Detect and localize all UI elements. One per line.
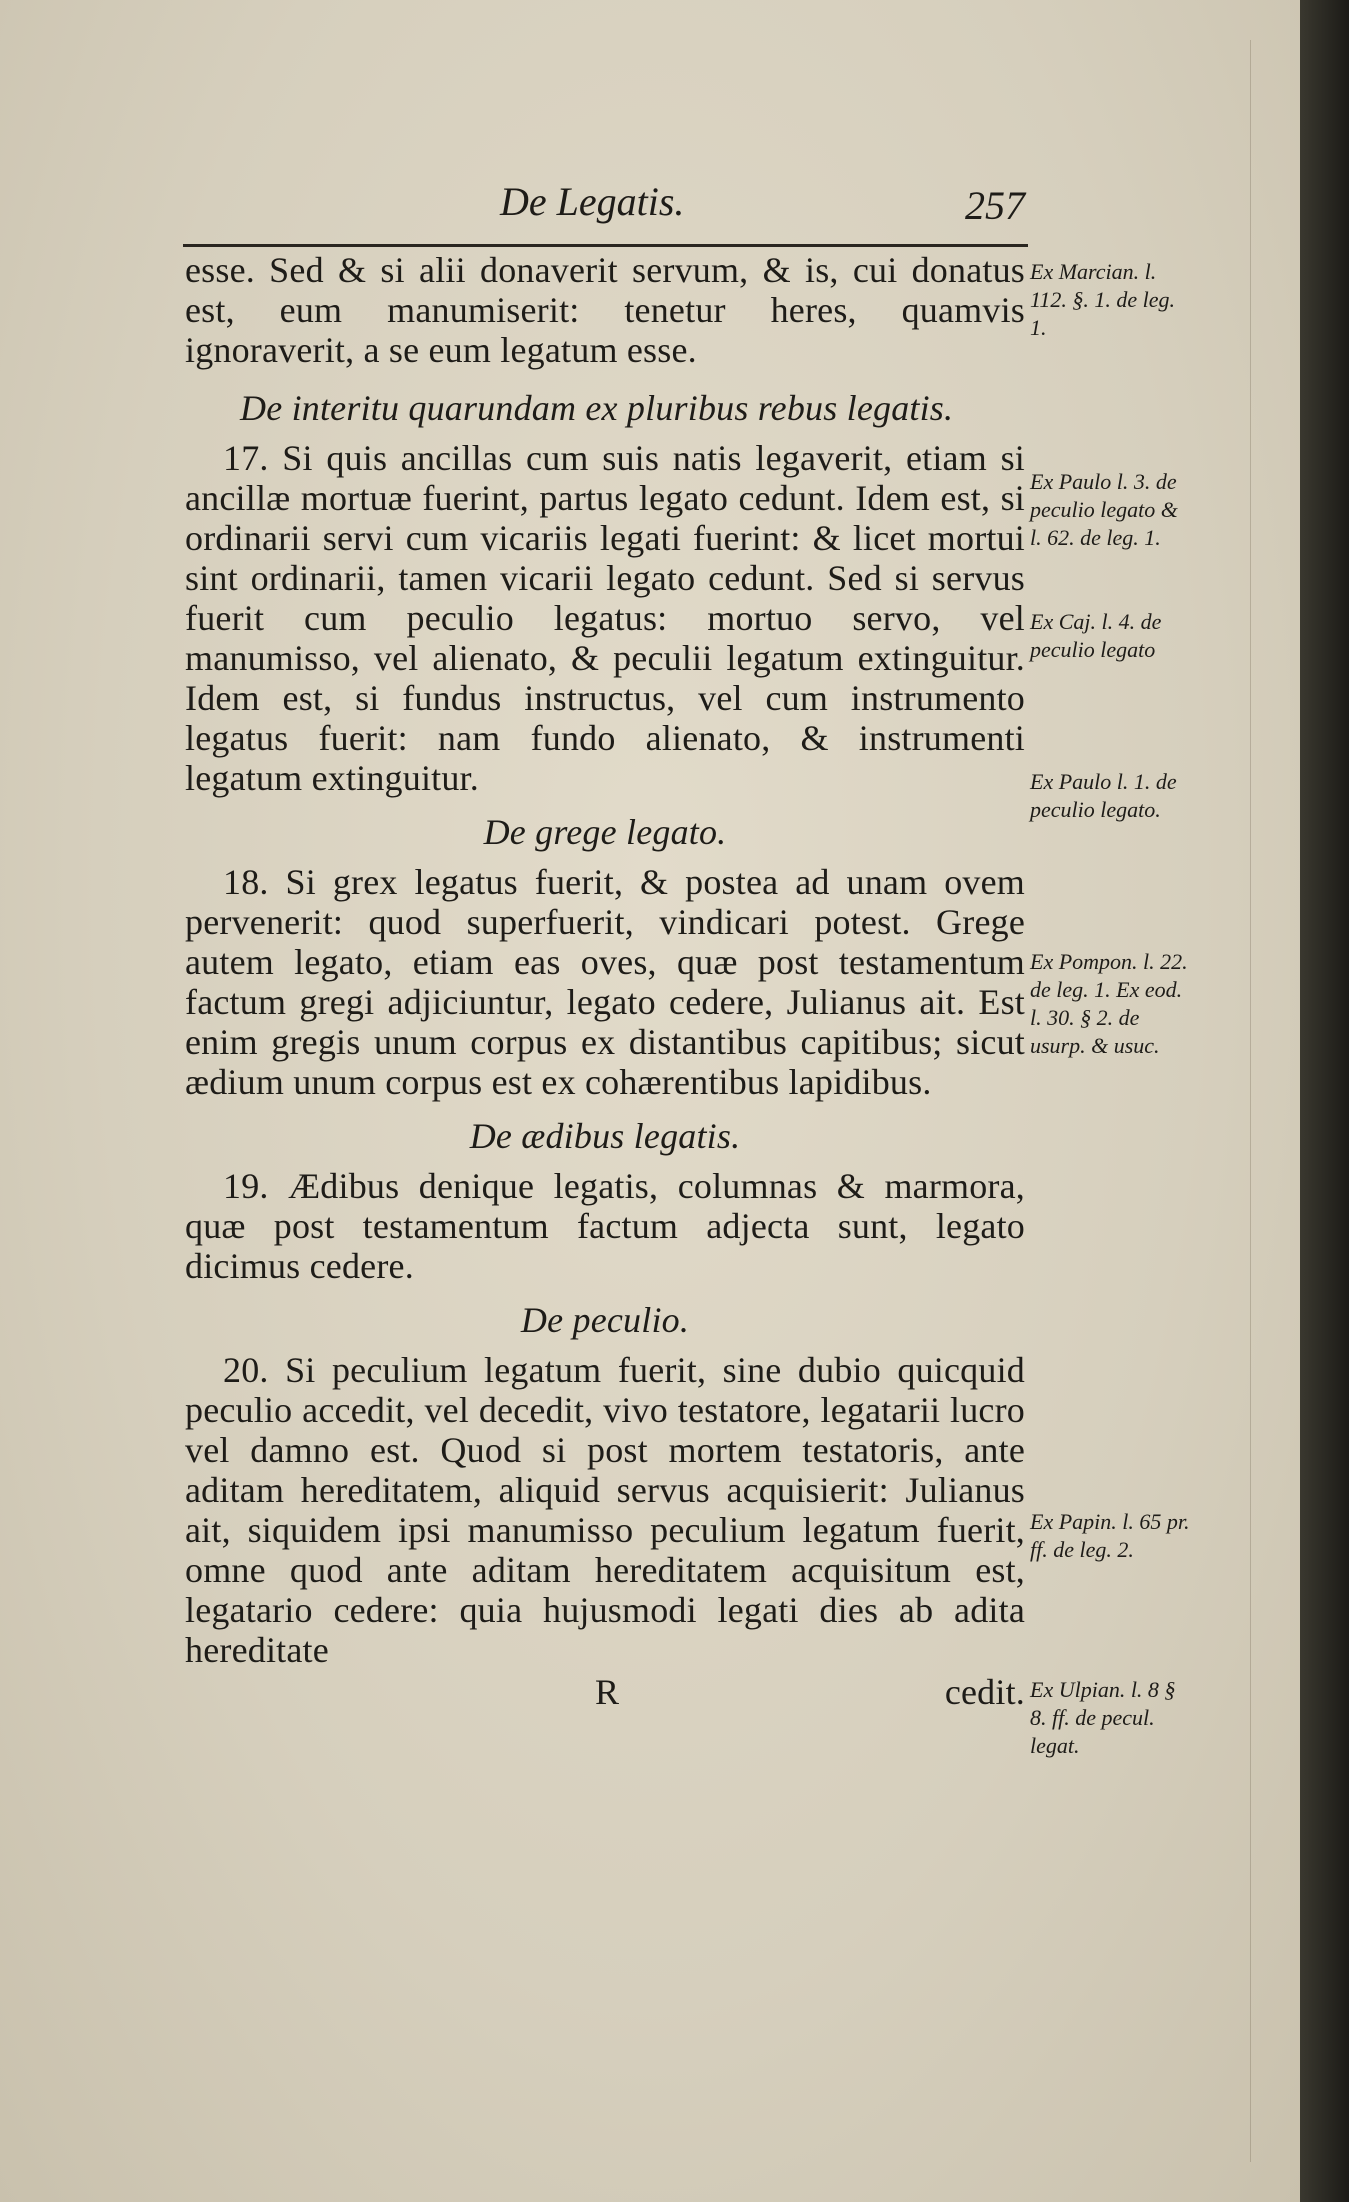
running-title: De Legatis. (500, 179, 685, 224)
page-fold-line (1250, 40, 1251, 2162)
marginal-note: Ex Ulpian. l. 8 § 8. ff. de pecul. legat. (1030, 1677, 1176, 1758)
section-heading-interitu: De interitu quarundam ex pluribus rebus legatis. (240, 388, 954, 428)
paragraph-20: 20. Si peculium legatum fuerit, sine dubio quicquid peculio accedit, vel decedit, vivo testatore, legatarii lucro vel damno est. Quod si post mortem testatoris, ante aditam hereditatem, aliquid servus acquisierit: Julianus ait, siquidem ipsi manumisso peculium legatum fuerit, omne quod ante aditam hereditatem acquisitum est, legatario cedere: quia hujusmodi legati dies ab adita hereditate (185, 1350, 1025, 1670)
section-heading-peculio: De peculio. (520, 1300, 690, 1340)
scan-background-edge (1300, 0, 1349, 2202)
marginal-note: Ex Pompon. l. 22. de leg. 1. Ex eod. l. 30. § 2. de usurp. & usuc. (1030, 949, 1188, 1058)
marginal-note: Ex Marcian. l. 112. §. 1. de leg. 1. (1030, 259, 1176, 340)
paragraph-19: 19. Ædibus denique legatis, columnas & marmora, quæ post testamentum factum adjecta sunt, legato dicimus cedere. (185, 1166, 1025, 1286)
signature-mark: R (595, 1672, 620, 1712)
paragraph-18: 18. Si grex legatus fuerit, & postea ad unam ovem pervenerit: quod superfuerit, vindicari potest. Grege autem legato, etiam eas oves, quæ post testamentum factum gregi adjiciuntur, legato cedere, Julianus ait. Est enim gregis unum corpus ex distantibus capitibus; sicut ædium unum corpus est ex cohærentibus lapidibus. (185, 862, 1025, 1102)
section-heading-grege: De grege legato. (483, 812, 727, 852)
paragraph-intro: esse. Sed & si alii donaverit servum, & is, cui donatus est, eum manumiserit: tenetur heres, quamvis ignoraverit, a se eum legatum esse. (185, 250, 1025, 370)
marginal-note: Ex Papin. l. 65 pr. ff. de leg. 2. (1030, 1509, 1190, 1562)
page-footer (185, 1672, 1025, 1712)
marginal-note: Ex Paulo l. 1. de peculio legato. (1030, 769, 1177, 822)
header-rule (183, 244, 1028, 247)
page-number: 257 (965, 183, 1025, 228)
paragraph-17: 17. Si quis ancillas cum suis natis legaverit, etiam si ancillæ mortuæ fuerint, partus legato cedunt. Idem est, si ordinarii servi cum vicariis legati fuerint: & licet mortui sint ordinarii, tamen vicarii legato cedunt. Sed si servus fuerit cum peculio legatus: mortuo servo, vel manumisso, vel alienato, & peculii legatum extinguitur. Idem est, si fundus instructus, vel cum instrumento legatus fuerit: nam fundo alienato, & instrumenti legatum extinguitur. (185, 438, 1025, 798)
section-heading-aedibus: De ædibus legatis. (469, 1116, 741, 1156)
main-text (185, 250, 1025, 1712)
catchword: cedit. (944, 1672, 1025, 1712)
page-header (190, 178, 1070, 238)
marginal-note: Ex Paulo l. 3. de peculio legato & l. 62. de leg. 1. (1030, 469, 1178, 550)
marginal-note: Ex Caj. l. 4. de peculio legato (1030, 609, 1162, 662)
